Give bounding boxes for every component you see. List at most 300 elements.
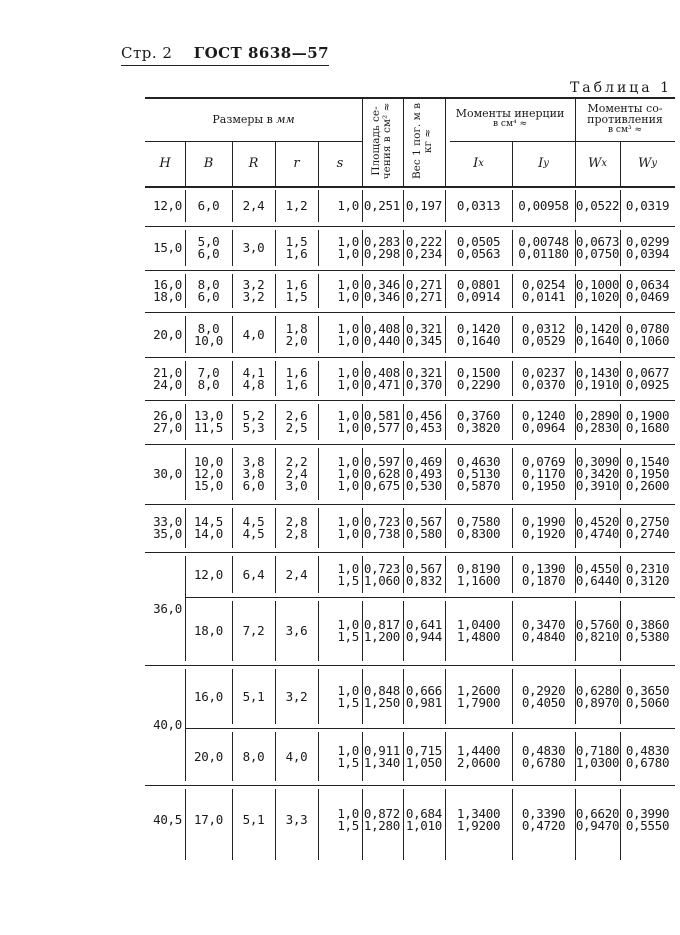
cell-Wx: 0,2890 0,2830	[575, 408, 620, 435]
cell-Iy: 0,3390 0,4720	[521, 806, 566, 833]
cell-Ix: 1,2600 1,7900	[456, 682, 501, 710]
header-text: в см³ ≈	[608, 124, 642, 135]
column-divider	[318, 190, 319, 222]
cell-weight: 0,271 0,271	[405, 277, 442, 304]
cell-Iy: 0,0237 0,0370	[521, 364, 566, 392]
cell-R: 3,8 3,8 6,0	[242, 454, 265, 493]
cell-Ix: 0,3760 0,3820	[456, 408, 501, 435]
cell-s: 1,0	[337, 198, 359, 213]
column-divider	[403, 361, 404, 396]
column-divider	[185, 190, 186, 222]
column-divider	[232, 190, 233, 222]
column-divider	[362, 448, 363, 500]
column-divider	[445, 789, 446, 860]
cell-Ix: 0,4630 0,5130 0,5870	[456, 454, 501, 493]
column-divider	[275, 274, 276, 308]
column-divider	[362, 556, 363, 593]
cell-Wy: 0,2310 0,3120	[625, 560, 670, 588]
column-divider	[403, 789, 404, 860]
cell-r: 1,8 2,0	[285, 320, 308, 348]
cell-Ix: 0,0505 0,0563	[456, 234, 501, 261]
header-text: W	[587, 156, 602, 171]
cell-area: 0,911 1,340	[363, 742, 400, 770]
cell-Ix: 0,7580 0,8300	[456, 514, 501, 541]
cell-R: 4,0	[242, 326, 265, 342]
column-divider	[275, 316, 276, 353]
cell-B: 12,0	[194, 566, 223, 582]
column-divider	[445, 601, 446, 661]
cell-r: 2,6 2,5	[285, 408, 308, 435]
column-divider	[232, 448, 233, 500]
cell-area: 0,848 1,250	[363, 682, 400, 710]
cell-H: 21,0 24,0	[153, 364, 182, 392]
column-divider	[512, 316, 513, 353]
column-divider	[362, 190, 363, 222]
cell-H: 30,0	[153, 466, 182, 481]
column-divider	[275, 508, 276, 548]
column-divider	[620, 556, 621, 593]
column-divider	[318, 601, 319, 661]
column-divider	[232, 669, 233, 724]
cell-H: 15,0	[153, 240, 182, 255]
cell-R: 4,1 4,8	[242, 364, 265, 392]
column-divider	[403, 601, 404, 661]
header-col-Ix	[445, 141, 512, 186]
cell-Wy: 0,0319	[625, 198, 670, 213]
header-text: y	[651, 158, 658, 169]
header-resistance-group	[575, 97, 675, 141]
column-divider	[318, 556, 319, 593]
cell-Ix: 0,8190 1,1600	[456, 560, 501, 588]
header-text: s	[336, 156, 344, 171]
cell-B: 8,0 6,0	[197, 277, 220, 304]
cell-weight: 0,222 0,234	[405, 234, 442, 261]
column-divider	[512, 404, 513, 440]
header-text: Вес 1 пог. м в	[411, 102, 423, 180]
header-dimensions-group	[145, 97, 362, 141]
column-divider	[232, 601, 233, 661]
column-divider	[232, 230, 233, 266]
cell-s: 1,0 1,0	[337, 234, 359, 261]
column-divider	[185, 316, 186, 353]
cell-Wx: 0,6620 0,9470	[575, 806, 620, 833]
column-divider	[575, 508, 576, 548]
column-divider	[512, 274, 513, 308]
cell-R: 5,2 5,3	[242, 408, 265, 435]
column-divider	[575, 789, 576, 860]
column-divider	[275, 404, 276, 440]
column-divider	[318, 448, 319, 500]
column-divider	[512, 732, 513, 781]
cell-r: 3,2	[285, 688, 308, 704]
cell-Iy: 0,1990 0,1920	[521, 514, 566, 541]
column-divider	[403, 404, 404, 440]
cell-R: 5,1	[242, 688, 265, 704]
header-text: y	[543, 158, 549, 169]
column-divider	[445, 669, 446, 724]
cell-s: 1,0 1,0	[337, 277, 359, 304]
cell-s: 1,0 1,5	[337, 806, 359, 833]
column-divider	[620, 404, 621, 440]
column-divider	[185, 789, 186, 860]
cell-Wx: 0,5760 0,8210	[575, 617, 620, 644]
cell-Wy: 0,1900 0,1680	[625, 408, 670, 435]
header-text: Моменты со-	[587, 101, 663, 115]
column-divider	[403, 316, 404, 353]
cell-Wy: 0,4830 0,6780	[625, 742, 670, 770]
column-divider	[185, 230, 186, 266]
column-divider	[275, 601, 276, 661]
column-divider	[403, 556, 404, 593]
column-divider	[318, 669, 319, 724]
cell-area: 0,251	[363, 198, 400, 213]
cell-s: 1,0 1,0 1,0	[337, 454, 359, 493]
column-divider	[318, 316, 319, 353]
column-divider	[403, 274, 404, 308]
cell-weight: 0,197	[405, 198, 442, 213]
header-col-H	[145, 141, 185, 186]
cell-s: 1,0 1,5	[337, 617, 359, 644]
cell-area: 0,408 0,440	[363, 320, 400, 348]
cell-R: 8,0	[242, 748, 265, 764]
header-text: x	[601, 158, 607, 169]
cell-Iy: 0,3470 0,4840	[521, 617, 566, 644]
cell-area: 0,346 0,346	[363, 277, 400, 304]
column-divider	[185, 508, 186, 548]
header-col-Wy	[620, 141, 675, 186]
cell-B: 20,0	[194, 748, 223, 764]
cell-B: 8,0 10,0	[194, 320, 223, 348]
cell-Iy: 0,4830 0,6780	[521, 742, 566, 770]
cell-B: 6,0	[197, 198, 220, 213]
column-divider	[362, 732, 363, 781]
cell-Wy: 0,2750 0,2740	[625, 514, 670, 541]
row-divider	[145, 400, 675, 401]
cell-Wx: 0,1420 0,1640	[575, 320, 620, 348]
row-divider	[145, 312, 675, 313]
row-divider	[145, 226, 675, 227]
cell-Iy: 0,0312 0,0529	[521, 320, 566, 348]
column-divider	[403, 230, 404, 266]
column-divider	[362, 404, 363, 440]
cell-Wy: 0,3990 0,5550	[625, 806, 670, 833]
cell-area: 0,872 1,280	[363, 806, 400, 833]
cell-R: 2,4	[242, 198, 265, 213]
cell-Wx: 0,1000 0,1020	[575, 277, 620, 304]
cell-Iy: 0,00958	[518, 198, 569, 213]
header-text: W	[637, 156, 652, 171]
column-divider	[512, 601, 513, 661]
cell-weight: 0,321 0,345	[405, 320, 442, 348]
cell-area: 0,581 0,577	[363, 408, 400, 435]
column-divider	[185, 274, 186, 308]
cell-R: 4,5 4,5	[242, 514, 265, 541]
standard-number: ГОСТ 8638—57	[193, 44, 330, 62]
header-col-R	[232, 141, 275, 186]
column-divider	[275, 190, 276, 222]
cell-area: 0,597 0,628 0,675	[363, 454, 400, 493]
column-divider	[620, 732, 621, 781]
header-text: Размеры в	[212, 112, 273, 126]
cell-Ix: 0,0313	[456, 198, 501, 213]
header-col-s	[318, 141, 362, 186]
header-text: чения в см² ≈	[380, 102, 393, 180]
row-divider	[145, 444, 675, 445]
cell-Wy: 0,0780 0,1060	[625, 320, 670, 348]
header-text: Моменты инерции	[455, 107, 565, 120]
header-col-Iy	[512, 141, 575, 186]
cell-area: 0,723 1,060	[363, 560, 400, 588]
column-divider	[575, 361, 576, 396]
column-divider	[575, 732, 576, 781]
column-divider	[232, 508, 233, 548]
cell-r: 1,2	[285, 198, 308, 213]
cell-s: 1,0 1,5	[337, 682, 359, 710]
column-divider	[620, 361, 621, 396]
header-text: r	[293, 156, 300, 171]
column-divider	[620, 448, 621, 500]
cell-weight: 0,567 0,580	[405, 514, 442, 541]
column-divider	[318, 404, 319, 440]
column-divider	[575, 448, 576, 500]
cell-Iy: 0,2920 0,4050	[521, 682, 566, 710]
cell-Wy: 0,1540 0,1950 0,2600	[625, 454, 670, 493]
column-divider	[232, 316, 233, 353]
header-text: Площадь се-	[369, 106, 382, 176]
cell-weight: 0,456 0,453	[405, 408, 442, 435]
column-divider	[185, 448, 186, 500]
column-divider	[232, 789, 233, 860]
column-divider	[512, 448, 513, 500]
header-text: мм	[276, 112, 295, 126]
column-divider	[620, 789, 621, 860]
column-divider	[232, 732, 233, 781]
column-divider	[620, 316, 621, 353]
cell-Wx: 0,4550 0,6440	[575, 560, 620, 588]
cell-s: 1,0 1,5	[337, 560, 359, 588]
cell-R: 5,1	[242, 812, 265, 827]
cell-weight: 0,684 1,010	[405, 806, 442, 833]
column-divider	[275, 669, 276, 724]
cell-Wx: 0,6280 0,8970	[575, 682, 620, 710]
column-divider	[403, 669, 404, 724]
column-divider	[512, 669, 513, 724]
column-divider	[275, 732, 276, 781]
cell-r: 2,4	[285, 566, 308, 582]
column-divider	[620, 669, 621, 724]
column-divider	[362, 669, 363, 724]
column-divider	[620, 601, 621, 661]
header-col-B	[185, 141, 232, 186]
cell-Wy: 0,3650 0,5060	[625, 682, 670, 710]
column-divider	[620, 508, 621, 548]
cell-Ix: 1,0400 1,4800	[456, 617, 501, 644]
cell-R: 7,2	[242, 623, 265, 638]
cell-s: 1,0 1,0	[337, 364, 359, 392]
header-text: R	[248, 156, 259, 171]
header-text: в см⁴ ≈	[493, 119, 527, 129]
column-divider	[445, 316, 446, 353]
column-divider	[362, 97, 363, 186]
cell-Wx: 0,1430 0,1910	[575, 364, 620, 392]
header-text: x	[478, 158, 484, 169]
header-col-Wx	[575, 141, 620, 186]
column-divider	[232, 274, 233, 308]
cell-Iy: 0,0769 0,1170 0,1950	[521, 454, 566, 493]
cell-weight: 0,469 0,493 0,530	[405, 454, 442, 493]
column-divider	[445, 732, 446, 781]
cell-Ix: 0,1500 0,2290	[456, 364, 501, 392]
column-divider	[575, 669, 576, 724]
cell-B: 7,0 8,0	[197, 364, 220, 392]
column-divider	[445, 190, 446, 222]
cell-weight: 0,321 0,370	[405, 364, 442, 392]
cell-Wy: 0,0299 0,0394	[625, 234, 670, 261]
cell-R: 3,2 3,2	[242, 277, 265, 304]
header-text: B	[203, 156, 214, 171]
header-col-r	[275, 141, 318, 186]
column-divider	[620, 190, 621, 222]
column-divider	[318, 230, 319, 266]
header-area	[371, 96, 395, 186]
column-divider	[575, 274, 576, 308]
column-divider	[232, 556, 233, 593]
column-divider	[318, 508, 319, 548]
column-divider	[575, 601, 576, 661]
cell-r: 2,8 2,8	[285, 514, 308, 541]
column-divider	[403, 190, 404, 222]
column-divider	[445, 556, 446, 593]
column-divider	[445, 361, 446, 396]
row-divider	[145, 357, 675, 358]
cell-r: 2,2 2,4 3,0	[285, 454, 308, 493]
cell-area: 0,408 0,471	[363, 364, 400, 392]
cell-B: 5,0 6,0	[197, 234, 220, 261]
column-divider	[275, 230, 276, 266]
cell-Iy: 0,00748 0,01180	[518, 234, 569, 261]
cell-r: 3,3	[285, 812, 308, 827]
cell-Iy: 0,1390 0,1870	[521, 560, 566, 588]
cell-weight: 0,715 1,050	[405, 742, 442, 770]
cell-B: 18,0	[194, 623, 223, 638]
cell-B: 17,0	[194, 812, 223, 827]
cell-r: 4,0	[285, 748, 308, 764]
cell-Wx: 0,0522	[575, 198, 620, 213]
cell-weight: 0,567 0,832	[405, 560, 442, 588]
column-divider	[275, 448, 276, 500]
column-divider	[275, 361, 276, 396]
column-divider	[403, 508, 404, 548]
cell-area: 0,817 1,200	[363, 617, 400, 644]
column-divider	[512, 190, 513, 222]
header-weight	[412, 96, 436, 186]
row-divider	[145, 504, 675, 505]
cell-H: 26,0 27,0	[153, 408, 182, 435]
cell-area: 0,283 0,298	[363, 234, 400, 261]
cell-B: 14,5 14,0	[194, 514, 223, 541]
cell-Wx: 0,7180 1,0300	[575, 742, 620, 770]
cell-s: 1,0 1,0	[337, 320, 359, 348]
column-divider	[275, 556, 276, 593]
column-divider	[185, 404, 186, 440]
cell-r: 1,5 1,6	[285, 234, 308, 261]
header-inertia-group	[445, 97, 575, 141]
column-divider	[445, 404, 446, 440]
column-divider	[575, 404, 576, 440]
column-divider	[275, 789, 276, 860]
column-divider	[403, 732, 404, 781]
cell-weight: 0,641 0,944	[405, 617, 442, 644]
cell-Wx: 0,3090 0,3420 0,3910	[575, 454, 620, 493]
column-divider	[445, 448, 446, 500]
table-caption: Таблица 1	[569, 80, 672, 96]
cell-Wy: 0,0634 0,0469	[625, 277, 670, 304]
column-divider	[362, 508, 363, 548]
cell-area: 0,723 0,738	[363, 514, 400, 541]
cell-Wx: 0,0673 0,0750	[575, 234, 620, 261]
column-divider	[620, 230, 621, 266]
column-divider	[232, 404, 233, 440]
cell-Iy: 0,1240 0,0964	[521, 408, 566, 435]
header-text: H	[159, 156, 171, 171]
column-divider	[575, 190, 576, 222]
column-divider	[362, 789, 363, 860]
cell-H: 40,0	[153, 717, 182, 732]
cell-B: 13,0 11,5	[194, 408, 223, 435]
cell-Wx: 0,4520 0,4740	[575, 514, 620, 541]
cell-Wy: 0,3860 0,5380	[625, 617, 670, 644]
row-divider	[145, 270, 675, 271]
cell-B: 10,0 12,0 15,0	[194, 454, 223, 493]
column-divider	[318, 274, 319, 308]
column-divider	[512, 789, 513, 860]
page-header	[121, 44, 329, 66]
cell-H: 20,0	[153, 326, 182, 342]
column-divider	[445, 274, 446, 308]
cell-Ix: 1,4400 2,0600	[456, 742, 501, 770]
column-divider	[575, 316, 576, 353]
cell-B: 16,0	[194, 688, 223, 704]
cell-H: 36,0	[153, 600, 182, 616]
cell-H: 40,5	[153, 812, 182, 827]
column-divider	[362, 274, 363, 308]
column-divider	[575, 556, 576, 593]
column-divider	[445, 230, 446, 266]
cell-Wy: 0,0677 0,0925	[625, 364, 670, 392]
column-divider	[445, 508, 446, 548]
cell-Ix: 1,3400 1,9200	[456, 806, 501, 833]
column-divider	[512, 361, 513, 396]
column-divider	[403, 448, 404, 500]
page-number: Стр. 2	[121, 44, 173, 62]
cell-r: 3,6	[285, 623, 308, 638]
cell-Iy: 0,0254 0,0141	[521, 277, 566, 304]
column-divider	[362, 601, 363, 661]
cell-Ix: 0,0801 0,0914	[456, 277, 501, 304]
column-divider	[362, 316, 363, 353]
column-divider	[575, 230, 576, 266]
cell-s: 1,0 1,0	[337, 514, 359, 541]
column-divider	[512, 508, 513, 548]
cell-R: 6,4	[242, 566, 265, 582]
cell-Ix: 0,1420 0,1640	[456, 320, 501, 348]
column-divider	[512, 230, 513, 266]
cell-s: 1,0 1,5	[337, 742, 359, 770]
cell-s: 1,0 1,0	[337, 408, 359, 435]
column-divider	[318, 789, 319, 860]
column-divider	[620, 274, 621, 308]
column-divider	[185, 361, 186, 396]
